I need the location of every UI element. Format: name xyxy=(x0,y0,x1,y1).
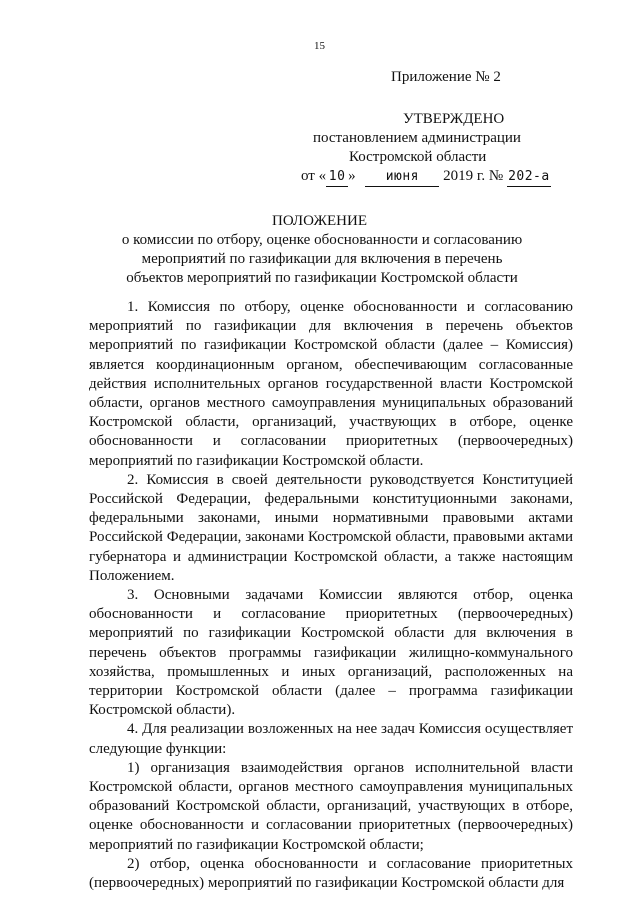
decree-date-line xyxy=(301,167,551,187)
decree-line-1: постановлением администрации xyxy=(313,130,521,146)
approved-stamp-text: УТВЕРЖДЕНО xyxy=(403,111,505,127)
paragraph-4-2: 2) отбор, оценка обоснованности и согласование приоритетных (первоочередных) мероприятий по газификации Костромской области для xyxy=(89,855,573,892)
document-subtitle: о комиссии по отбору, оценке обоснованности и согласованию мероприятий по газификации для включения в перечень объектов мероприятий по газификации Костромской области xyxy=(121,232,523,286)
paragraph-4: 4. Для реализации возложенных на нее задач Комиссия осуществляет следующие функции: xyxy=(89,721,573,757)
date-day: 10 xyxy=(326,167,348,187)
decree-line-2: Костромской области xyxy=(349,149,487,165)
date-close-quote: » xyxy=(348,168,356,184)
paragraph-1: 1. Комиссия по отбору, оценке обоснованности и согласованию мероприятий по газификации для включения в перечень объектов мероприятий по газификации Костромской области (далее – Комиссия) является координационным органом, обеспечивающим согласованные действия исполнительных органов государственной власти Костромской области, органов местного самоуправления муниципальных образований Костромской области, организаций, участвующих в отборе, оценке обоснованности и согласовании приоритетных (первоочередных) мероприятий по газификации Костромской области. xyxy=(89,299,573,469)
paragraph-2: 2. Комиссия в своей деятельности руководствуется Конституцией Российской Федерации, федеральными конституционными законами, федеральными законами, иными нормативными правовыми актами Российской Федерации, законами Костромской области, правовыми актами губернатора и администрации Костромской области, а также настоящим Положением. xyxy=(89,471,573,584)
decree-number: 202-а xyxy=(507,167,551,187)
date-year: 2019 г. № xyxy=(443,168,504,184)
paragraph-3: 3. Основными задачами Комиссии являются отбор, оценка обоснованности и согласование приоритетных (первоочередных) мероприятий по газификации Костромской области для включения в перечень объектов программы газификации жилищно-коммунального хозяйства, промышленных и иных организаций, расположенных на территории Костромской области (далее – программа газификации Костромской области). xyxy=(89,587,573,719)
date-month: июня xyxy=(365,167,439,187)
paragraph-4-1: 1) организация взаимодействия органов исполнительной власти Костромской области, органов местного самоуправления муниципальных образований Костромской области, организаций, участвующих в отборе, оценке обоснованности и согласовании приоритетных (первоочередных) мероприятий по газификации Костромской области; xyxy=(89,759,573,853)
page-number: 15 xyxy=(314,40,325,52)
appendix-label: Приложение № 2 xyxy=(391,69,501,85)
document-body xyxy=(89,298,573,893)
date-prefix: от « xyxy=(301,168,327,184)
document-title: ПОЛОЖЕНИЕ xyxy=(272,213,367,229)
